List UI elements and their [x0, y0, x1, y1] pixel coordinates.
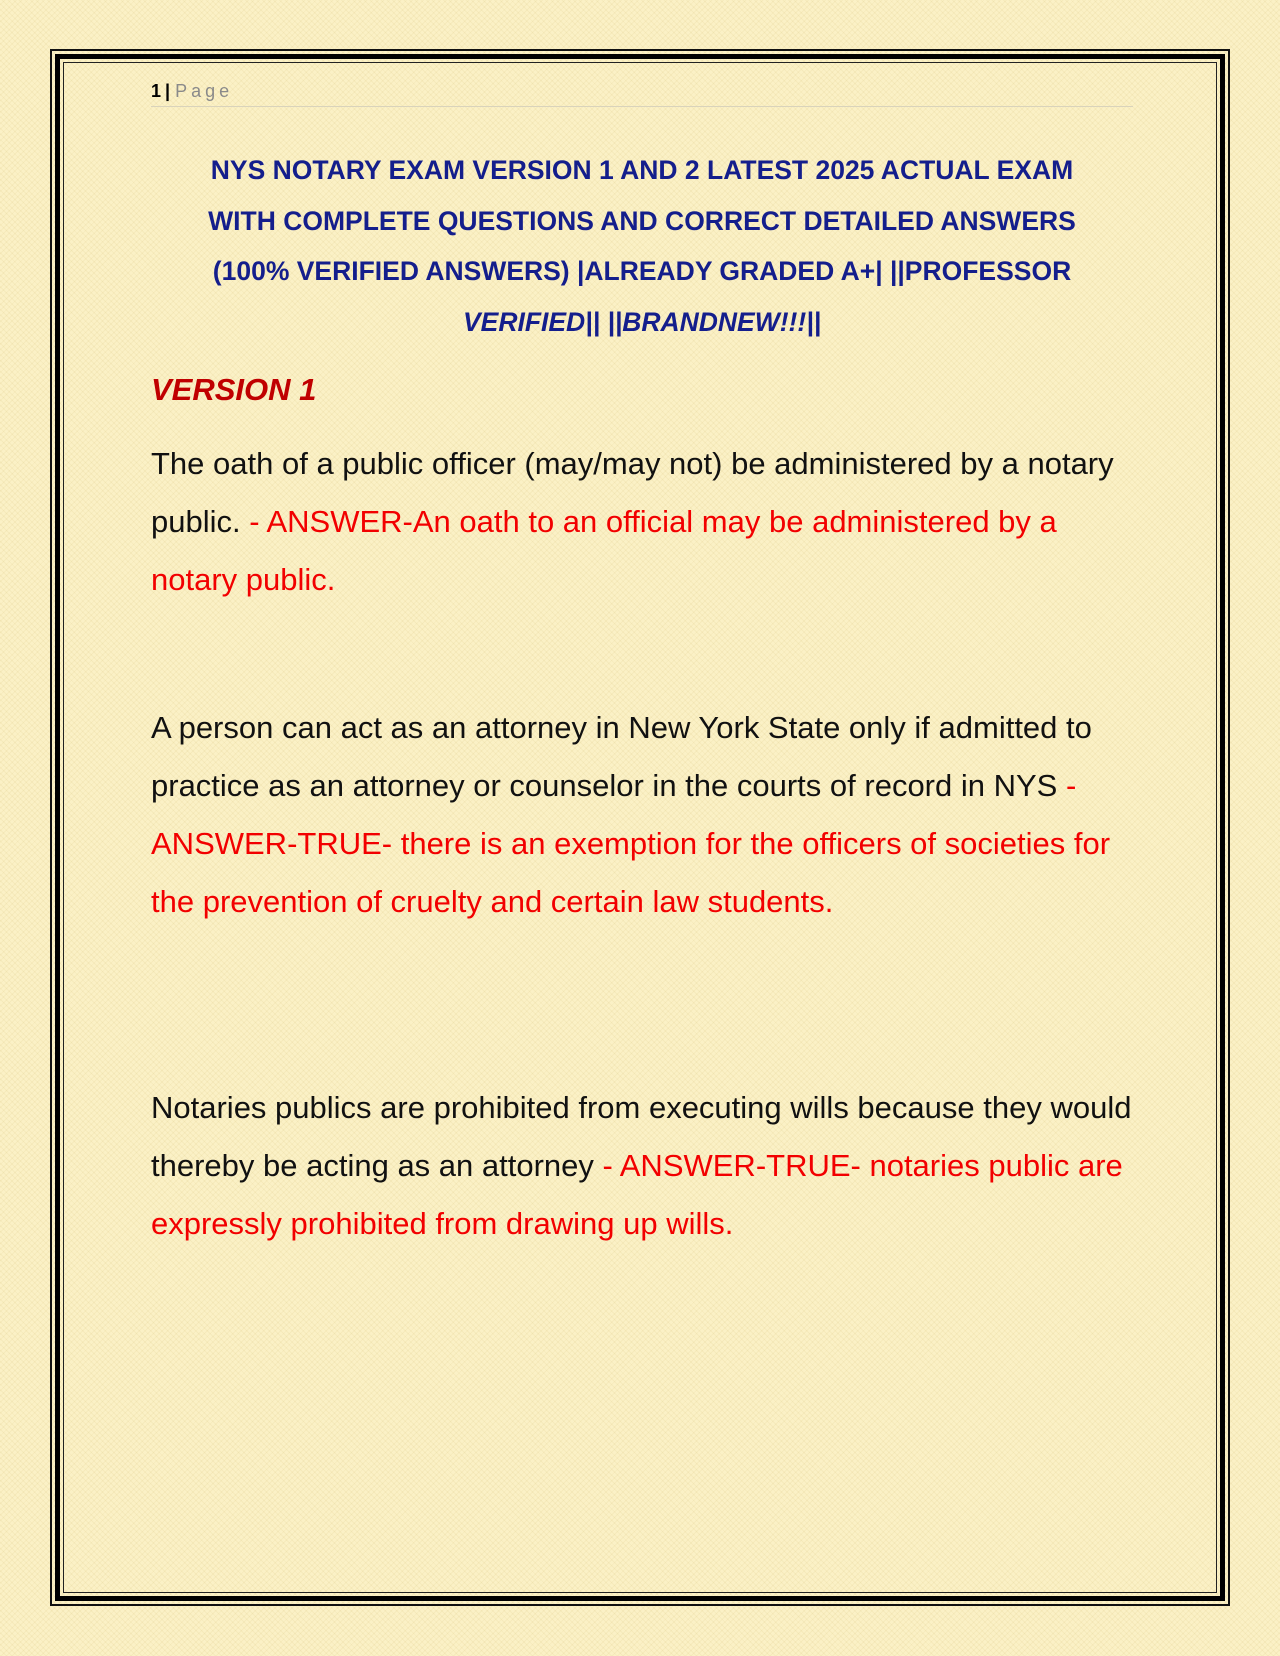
question-text: Notaries publics are prohibited from executing wills because they would thereby be acting as an attorney [151, 1090, 1132, 1183]
page-separator: | [165, 81, 171, 101]
question-text: The oath of a public officer (may/may not) be administered by a notary public. [151, 446, 1114, 539]
title-line-2: WITH COMPLETE QUESTIONS AND CORRECT DETAILED ANSWERS [208, 205, 1076, 236]
answer-text: - ANSWER-TRUE- notaries public are expressly prohibited from drawing up wills. [151, 1148, 1123, 1241]
page-header [151, 80, 1133, 107]
title-line-1: NYS NOTARY EXAM VERSION 1 AND 2 LATEST 2025 ACTUAL EXAM [210, 155, 1074, 185]
page-number: 1 [151, 81, 162, 101]
question-item [151, 699, 1136, 931]
question-item [151, 435, 1136, 609]
question-item [151, 1079, 1136, 1253]
answer-text: - ANSWER-TRUE- there is an exemption for the officers of societies for the prevention of cruelty and certain law students. [151, 768, 1111, 919]
version-heading: VERSION 1 [151, 372, 317, 407]
page-label: Page [175, 81, 234, 101]
question-text: A person can act as an attorney in New York State only if admitted to practice as an attorney or counselor in the courts of record in NYS [151, 710, 1092, 803]
title-line-3: (100% VERIFIED ANSWERS) |ALREADY GRADED A+| ||PROFESSOR [212, 256, 1072, 286]
document-title [151, 145, 1133, 347]
title-line-4: VERIFIED|| ||BRANDNEW!!!|| [462, 306, 822, 337]
answer-text: - ANSWER-An oath to an official may be administered by a notary public. [151, 504, 1057, 597]
